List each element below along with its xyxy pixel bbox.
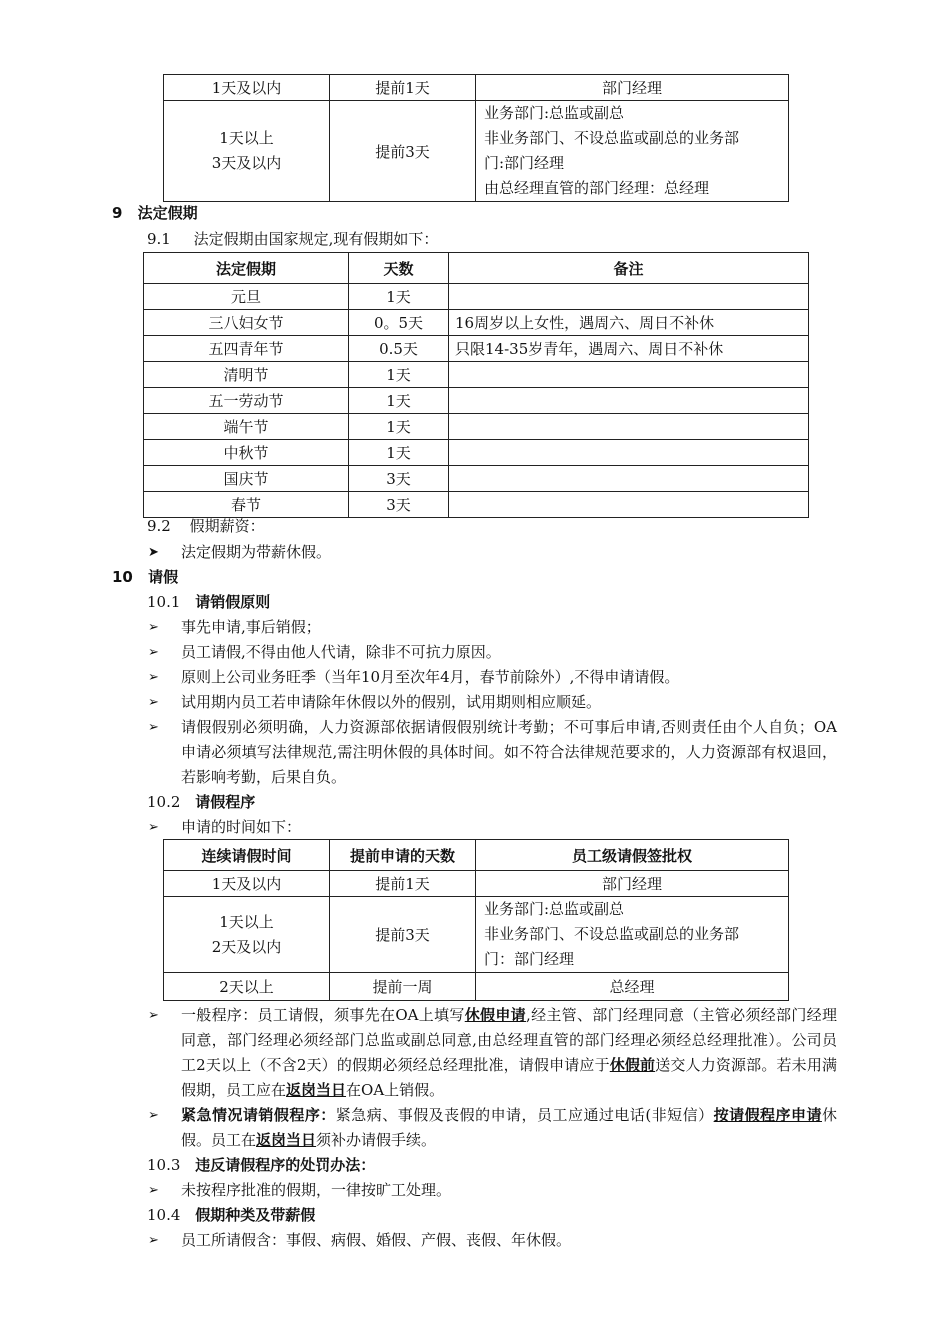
holiday-note [449,362,809,388]
text-run: 送交人力资源部。若未用满假期，员工应在 [181,1056,837,1099]
section-number: 10 [112,568,133,586]
subsection-number: 10.3 [147,1156,181,1174]
holiday-note: 只限14-35岁青年，遇周六、周日不补休 [449,336,809,362]
table-row [164,101,789,202]
holiday-note [449,466,809,492]
holiday-days: 3天 [349,492,449,518]
subsection-heading [147,1203,315,1228]
column-header: 备注 [449,253,809,284]
cell-line: 门：部门经理 [484,950,575,968]
section-heading [112,201,198,226]
bullet-text: 法定假期为带薪休假。 [181,543,332,561]
bullet-arrow-icon: ➢ [148,695,159,710]
emphasis-run: 返岗当日 [286,1081,347,1099]
table-row [144,310,809,336]
emphasis-run: 休假前 [609,1056,656,1074]
cell-line: 非业务部门、不设总监或副总的业务部 [484,925,740,943]
holiday-name: 端午节 [144,414,349,440]
cell-line: 非业务部门、不设总监或副总的业务部 [484,129,740,147]
table-row [164,897,789,973]
holiday-name: 国庆节 [144,466,349,492]
subsection-heading [147,514,265,539]
bullet-arrow-icon: ➢ [148,720,159,735]
cell-line: 由总经理直管的部门经理：总经理 [484,179,710,197]
holiday-note [449,414,809,440]
holiday-name: 三八妇女节 [144,310,349,336]
cell-line: 1天以上 [219,129,274,147]
text-run: 在OA上销假。 [346,1081,445,1099]
subsection-number: 9.2 [147,517,171,535]
table-cell: 提前1天 [330,871,476,897]
bullet-arrow-icon: ➢ [148,645,159,660]
holiday-name: 元旦 [144,284,349,310]
table-row [164,973,789,1001]
bullet-text: 原则上公司业务旺季（当年10月至次年4月，春节前除外）,不得申请请假。 [181,668,680,686]
subsection-text: 假期薪资： [189,517,265,535]
text-run: 紧急病、事假及丧假的申请，员工应通过电话(非短信） [335,1106,714,1124]
table-cell: 总经理 [476,973,789,1001]
table-cell: 2天以上 [164,973,330,1001]
holiday-days: 1天 [349,284,449,310]
column-header: 提前申请的天数 [330,840,476,871]
emphasis-run: 按请假程序申请 [713,1106,822,1124]
emphasis-run: 休假申请 [464,1006,526,1024]
bullet-text: 未按程序批准的假期，一律按旷工处理。 [181,1181,452,1199]
table-row [144,336,809,362]
text-run: 一般程序：员工请假，须事先在OA上填写 [181,1006,465,1024]
general-procedure-paragraph [181,1003,837,1103]
subsection-heading [147,227,438,252]
bullet-arrow-icon: ➢ [148,1183,159,1198]
table-row [144,388,809,414]
holiday-days: 0.5天 [349,336,449,362]
table-cell: 提前1天 [330,75,476,101]
subsection-title: 请销假原则 [195,593,271,611]
holiday-days: 0。5天 [349,310,449,336]
subsection-number: 10.4 [147,1206,181,1224]
holiday-note: 16周岁以上女性，遇周六、周日不补休 [449,310,809,336]
column-header: 员工级请假签批权 [476,840,789,871]
holiday-note [449,492,809,518]
holiday-name: 五一劳动节 [144,388,349,414]
cell-line: 2天及以内 [211,937,282,956]
cell-line: 3天及以内 [211,154,282,172]
text-run: 须补办请假手续。 [316,1131,437,1149]
bullet-arrow-icon: ➢ [148,1233,159,1248]
bullet-arrow-icon: ➢ [148,670,159,685]
holiday-days: 1天 [349,414,449,440]
table-cell [164,897,330,973]
column-header: 法定假期 [144,253,349,284]
table-cell: 部门经理 [476,75,789,101]
section-title: 请假 [148,568,179,586]
bullet-arrow-icon: ➢ [148,820,159,835]
table-cell: 提前3天 [330,897,476,973]
holiday-days: 1天 [349,388,449,414]
column-header: 天数 [349,253,449,284]
approval-table-continued [163,74,789,202]
section-title: 法定假期 [137,204,198,222]
holiday-days: 1天 [349,362,449,388]
holiday-name: 春节 [144,492,349,518]
subsection-number: 9.1 [147,230,171,248]
text-run: ,经主管、部门经理同意（主管必须经部门经理同意，部门经理必须经部门总监或副总同意,由总经理直管的部门经理必须经总经理批准）。公司员工2天以上（不含2天）的假期必须经总经理批准，请假申请应于 [181,1006,837,1074]
table-cell: 1天及以内 [164,871,330,897]
holiday-note [449,284,809,310]
subsection-heading [147,1153,375,1178]
subsection-heading [147,790,255,815]
holiday-days: 1天 [349,440,449,466]
emergency-procedure-paragraph [181,1103,837,1153]
bullet-text: 事先申请,事后销假； [181,618,321,636]
table-cell: 提前3天 [330,101,476,202]
bullet-paragraph: 请假假别必须明确，人力资源部依据请假假别统计考勤；不可事后申请,否则责任由个人自负；OA申请必须填写法律规范,需注明休假的具体时间。如不符合法律规范要求的，人力资源部有权退回，若影响考勤，后果自负。 [181,718,837,786]
table-row [144,466,809,492]
subsection-number: 10.2 [147,793,181,811]
table-row [144,440,809,466]
subsection-number: 10.1 [147,593,181,611]
subsection-text: 法定假期由国家规定,现有假期如下： [193,230,439,248]
holiday-name: 中秋节 [144,440,349,466]
emphasis-run: 返岗当日 [256,1131,317,1149]
bullet-text: 申请的时间如下： [181,818,302,836]
table-header-row [144,253,809,284]
table-cell [476,101,789,202]
table-cell [476,897,789,973]
bold-run: 紧急情况请销假程序： [181,1106,336,1124]
holiday-name: 五四青年节 [144,336,349,362]
table-cell: 部门经理 [476,871,789,897]
section-heading [112,565,178,590]
text-run: 休假。员工在 [181,1106,837,1149]
subsection-title: 违反请假程序的处罚办法： [195,1156,376,1174]
holiday-days: 3天 [349,466,449,492]
table-header-row [164,840,789,871]
table-cell: 1天及以内 [164,75,330,101]
bullet-text: 员工请假,不得由他人代请，除非不可抗力原因。 [181,643,501,661]
table-cell: 提前一周 [330,973,476,1001]
table-row [164,75,789,101]
holiday-note [449,388,809,414]
cell-line: 业务部门:总监或副总 [484,900,625,918]
cell-line: 门:部门经理 [484,154,565,172]
cell-line: 1天以上 [219,912,274,931]
bullet-arrow-icon: ➢ [148,620,159,635]
bullet-arrow-icon: ➤ [148,545,159,560]
holiday-note [449,440,809,466]
table-row [144,284,809,310]
subsection-heading [147,590,270,615]
section-number: 9 [112,204,123,222]
column-header: 连续请假时间 [164,840,330,871]
table-row [144,414,809,440]
table-row [144,362,809,388]
leave-approval-table [163,839,789,1001]
bullet-arrow-icon: ➢ [148,1008,159,1023]
table-cell [164,101,330,202]
table-row [164,871,789,897]
cell-line: 业务部门:总监或副总 [484,104,625,122]
holiday-name: 清明节 [144,362,349,388]
holiday-table [143,252,809,518]
bullet-text: 员工所请假含：事假、病假、婚假、产假、丧假、年休假。 [181,1231,572,1249]
subsection-title: 假期种类及带薪假 [195,1206,316,1224]
bullet-arrow-icon: ➢ [148,1108,159,1123]
subsection-title: 请假程序 [195,793,256,811]
bullet-text: 试用期内员工若申请除年休假以外的假别，试用期则相应顺延。 [181,693,602,711]
